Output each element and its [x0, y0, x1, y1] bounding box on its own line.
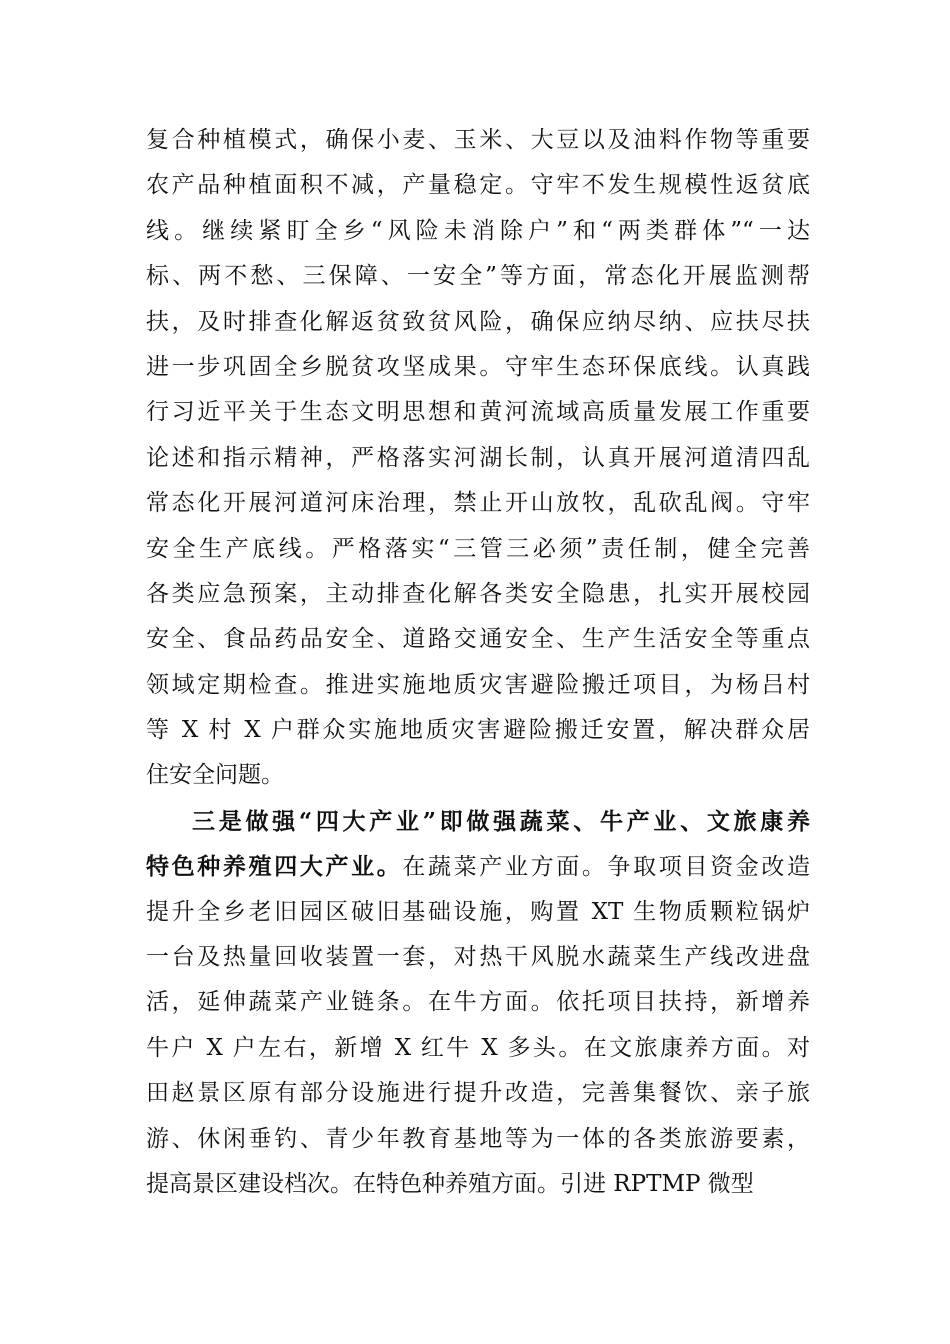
text-line [146, 1117, 810, 1162]
text-line [146, 1026, 810, 1071]
text-run: 行习近平关于生态文明思想和黄河流域高质量发展工作重要 [146, 399, 810, 426]
document-page [146, 118, 810, 1207]
text-run: 游、休闲垂钓、青少年教育基地等为一体的各类旅游要素， [146, 1125, 810, 1152]
text-run: 安全生产底线。严格落实“三管三必须”责任制，健全完善 [146, 535, 810, 562]
text-line [146, 1071, 810, 1116]
text-run: 一台及热量回收装置一套，对热干风脱水蔬菜生产线改进盘 [146, 944, 810, 971]
text-line [146, 753, 810, 798]
text-run: 领域定期检查。推进实施地质灾害避险搬迁项目，为杨吕村 [146, 671, 810, 698]
text-run: 住安全问题。 [146, 762, 284, 789]
text-run: 提高景区建设档次。在特色种养殖方面。引进 RPTMP 微型 [146, 1170, 754, 1197]
text-line [146, 345, 810, 390]
text-line [146, 118, 810, 163]
text-run: 各类应急预案，主动排查化解各类安全隐患，扎实开展校园 [146, 580, 810, 607]
text-line [146, 890, 810, 935]
text-line [146, 209, 810, 254]
text-line [146, 844, 810, 889]
bold-text-run: 三是做强“四大产业”即做强蔬菜、牛产业、文旅康养 [192, 807, 810, 835]
text-line [146, 617, 810, 662]
text-line [146, 572, 810, 617]
text-line [146, 390, 810, 435]
text-run: 农产品种植面积不减，产量稳定。守牢不发生规模性返贫底 [146, 172, 810, 199]
text-run: 进一步巩固全乡脱贫攻坚成果。守牢生态环保底线。认真践 [146, 353, 810, 380]
bold-text-run: 特色种养殖四大产业。 [146, 853, 403, 881]
text-run: 线。继续紧盯全乡“风险未消除户”和“两类群体”“一达 [146, 217, 810, 244]
text-run: 提升全乡老旧园区破旧基础设施，购置 XT 生物质颗粒锅炉 [146, 898, 810, 925]
text-line [146, 436, 810, 481]
text-line [146, 163, 810, 208]
text-run: 安全、食品药品安全、道路交通安全、生产生活安全等重点 [146, 626, 810, 653]
text-line [146, 980, 810, 1025]
text-run: 活，延伸蔬菜产业链条。在牛方面。依托项目扶持，新增养 [146, 989, 810, 1016]
text-run: 等 X 村 X 户群众实施地质灾害避险搬迁安置，解决群众居 [146, 717, 810, 744]
text-run: 论述和指示精神，严格落实河湖长制，认真开展河道清四乱 [146, 444, 810, 471]
text-line [146, 663, 810, 708]
text-line [146, 799, 810, 844]
text-run: 田赵景区原有部分设施进行提升改造，完善集餐饮、亲子旅 [146, 1080, 810, 1107]
text-line [146, 254, 810, 299]
paragraph-section-three [146, 799, 810, 1208]
text-run: 标、两不愁、三保障、一安全”等方面，常态化开展监测帮 [146, 263, 810, 290]
text-line [146, 935, 810, 980]
text-run: 扶，及时排查化解返贫致贫风险，确保应纳尽纳、应扶尽扶 [146, 308, 810, 335]
text-run: 牛户 X 户左右，新增 X 红牛 X 多头。在文旅康养方面。对 [146, 1034, 810, 1061]
text-run: 在蔬菜产业方面。争取项目资金改造 [402, 854, 811, 881]
text-run: 复合种植模式，确保小麦、玉米、大豆以及油料作物等重要 [146, 127, 810, 153]
text-line [146, 527, 810, 572]
text-line [146, 300, 810, 345]
text-run: 常态化开展河道河床治理，禁止开山放牧，乱砍乱阀。守牢 [146, 490, 810, 517]
paragraph-continued [146, 118, 810, 799]
text-line [146, 1162, 810, 1207]
text-line [146, 708, 810, 753]
text-line [146, 481, 810, 526]
